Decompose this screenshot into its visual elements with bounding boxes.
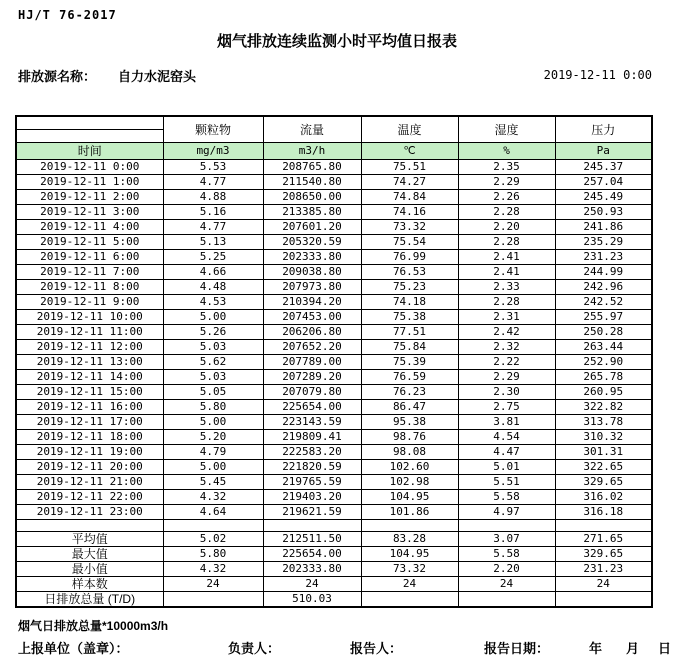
value-cell: 329.65 (555, 475, 652, 490)
time-cell: 2019-12-11 11:00 (16, 325, 163, 340)
value-cell: 2.28 (458, 205, 555, 220)
value-cell: 2.41 (458, 250, 555, 265)
value-cell: 223143.59 (263, 415, 361, 430)
header-empty-cell-top (16, 116, 163, 130)
table-row (16, 160, 652, 175)
value-cell: 2.28 (458, 235, 555, 250)
value-cell: 74.16 (361, 205, 458, 220)
value-cell: 316.02 (555, 490, 652, 505)
table-row (16, 430, 652, 445)
value-cell: 4.97 (458, 505, 555, 520)
value-cell: 4.79 (163, 445, 263, 460)
time-cell: 2019-12-11 8:00 (16, 280, 163, 295)
table-row (16, 280, 652, 295)
value-cell: 76.99 (361, 250, 458, 265)
table-row (16, 265, 652, 280)
spacer-cell (16, 520, 163, 532)
value-cell: 5.01 (458, 460, 555, 475)
value-cell: 207601.20 (263, 220, 361, 235)
summary-value-cell: 5.58 (458, 547, 555, 562)
value-cell: 2.31 (458, 310, 555, 325)
summary-value-cell (458, 592, 555, 608)
time-cell: 2019-12-11 3:00 (16, 205, 163, 220)
summary-value-cell (555, 592, 652, 608)
spacer-cell (163, 520, 263, 532)
value-cell: 95.38 (361, 415, 458, 430)
unit-flow: m3/h (263, 143, 361, 160)
value-cell: 242.96 (555, 280, 652, 295)
summary-value-cell: 5.02 (163, 532, 263, 547)
value-cell: 101.86 (361, 505, 458, 520)
summary-value-cell: 24 (555, 577, 652, 592)
table-row (16, 340, 652, 355)
time-cell: 2019-12-11 9:00 (16, 295, 163, 310)
time-cell: 2019-12-11 12:00 (16, 340, 163, 355)
value-cell: 4.54 (458, 430, 555, 445)
value-cell: 322.65 (555, 460, 652, 475)
table-row (16, 505, 652, 520)
value-cell: 207652.20 (263, 340, 361, 355)
value-cell: 2.29 (458, 175, 555, 190)
value-cell: 250.28 (555, 325, 652, 340)
value-cell: 225654.00 (263, 400, 361, 415)
summary-row (16, 532, 652, 547)
summary-value-cell: 271.65 (555, 532, 652, 547)
month-label: 月 (626, 641, 640, 656)
table-row (16, 175, 652, 190)
time-cell: 2019-12-11 0:00 (16, 160, 163, 175)
value-cell: 245.37 (555, 160, 652, 175)
summary-value-cell: 73.32 (361, 562, 458, 577)
value-cell: 5.05 (163, 385, 263, 400)
value-cell: 98.08 (361, 445, 458, 460)
time-cell: 2019-12-11 14:00 (16, 370, 163, 385)
value-cell: 5.16 (163, 205, 263, 220)
time-cell: 2019-12-11 10:00 (16, 310, 163, 325)
table-row (16, 400, 652, 415)
summary-value-cell: 202333.80 (263, 562, 361, 577)
summary-value-cell: 225654.00 (263, 547, 361, 562)
value-cell: 221820.59 (263, 460, 361, 475)
summary-row (16, 592, 652, 608)
value-cell: 2.75 (458, 400, 555, 415)
spacer-cell (555, 520, 652, 532)
value-cell: 75.38 (361, 310, 458, 325)
value-cell: 5.00 (163, 460, 263, 475)
summary-value-cell (163, 592, 263, 608)
value-cell: 75.54 (361, 235, 458, 250)
day-label: 日 (658, 641, 672, 656)
summary-label: 最小值 (16, 562, 163, 577)
value-cell: 75.84 (361, 340, 458, 355)
value-cell: 86.47 (361, 400, 458, 415)
value-cell: 219809.41 (263, 430, 361, 445)
monitoring-table (15, 115, 653, 608)
summary-label: 平均值 (16, 532, 163, 547)
year-label: 年 (589, 641, 603, 656)
value-cell: 76.53 (361, 265, 458, 280)
summary-value-cell: 24 (361, 577, 458, 592)
table-row (16, 385, 652, 400)
table-row (16, 310, 652, 325)
reporter-label: 报告人： (350, 641, 403, 656)
value-cell: 2.33 (458, 280, 555, 295)
value-cell: 210394.20 (263, 295, 361, 310)
summary-value-cell (361, 592, 458, 608)
value-cell: 202333.80 (263, 250, 361, 265)
value-cell: 2.29 (458, 370, 555, 385)
data-rows (16, 160, 652, 520)
value-cell: 74.84 (361, 190, 458, 205)
table-row (16, 460, 652, 475)
value-cell: 5.13 (163, 235, 263, 250)
summary-row (16, 562, 652, 577)
value-cell: 5.03 (163, 370, 263, 385)
value-cell: 5.62 (163, 355, 263, 370)
table-row (16, 370, 652, 385)
summary-label: 样本数 (16, 577, 163, 592)
value-cell: 4.32 (163, 490, 263, 505)
time-column-header: 时间 (16, 143, 163, 160)
table-row (16, 250, 652, 265)
value-cell: 2.26 (458, 190, 555, 205)
value-cell: 4.88 (163, 190, 263, 205)
summary-label: 最大值 (16, 547, 163, 562)
column-header-pressure: 压力 (555, 116, 652, 143)
summary-value-cell: 3.07 (458, 532, 555, 547)
value-cell: 207289.20 (263, 370, 361, 385)
value-cell: 245.49 (555, 190, 652, 205)
value-cell: 102.98 (361, 475, 458, 490)
value-cell: 250.93 (555, 205, 652, 220)
summary-rows (16, 532, 652, 608)
value-cell: 310.32 (555, 430, 652, 445)
summary-label: 日排放总量 (T/D) (16, 592, 163, 608)
value-cell: 5.00 (163, 415, 263, 430)
value-cell: 2.20 (458, 220, 555, 235)
summary-value-cell: 24 (458, 577, 555, 592)
unit-row (16, 143, 652, 160)
value-cell: 208765.80 (263, 160, 361, 175)
time-cell: 2019-12-11 20:00 (16, 460, 163, 475)
time-cell: 2019-12-11 7:00 (16, 265, 163, 280)
table-row (16, 475, 652, 490)
unit-humidity: % (458, 143, 555, 160)
table-row (16, 190, 652, 205)
value-cell: 73.32 (361, 220, 458, 235)
standard-number: HJ/T 76-2017 (18, 8, 117, 22)
value-cell: 241.86 (555, 220, 652, 235)
spacer-cell (263, 520, 361, 532)
table-row (16, 205, 652, 220)
summary-value-cell: 24 (263, 577, 361, 592)
table-row (16, 490, 652, 505)
value-cell: 231.23 (555, 250, 652, 265)
value-cell: 5.20 (163, 430, 263, 445)
value-cell: 76.23 (361, 385, 458, 400)
value-cell: 219621.59 (263, 505, 361, 520)
summary-value-cell: 231.23 (555, 562, 652, 577)
summary-value-cell: 5.80 (163, 547, 263, 562)
value-cell: 4.77 (163, 175, 263, 190)
value-cell: 208650.00 (263, 190, 361, 205)
time-cell: 2019-12-11 17:00 (16, 415, 163, 430)
responsible-person-label: 负责人： (228, 641, 281, 656)
value-cell: 75.51 (361, 160, 458, 175)
value-cell: 207789.00 (263, 355, 361, 370)
value-cell: 219765.59 (263, 475, 361, 490)
value-cell: 213385.80 (263, 205, 361, 220)
value-cell: 2.28 (458, 295, 555, 310)
value-cell: 207973.80 (263, 280, 361, 295)
value-cell: 4.47 (458, 445, 555, 460)
value-cell: 207079.80 (263, 385, 361, 400)
summary-value-cell: 4.32 (163, 562, 263, 577)
time-cell: 2019-12-11 13:00 (16, 355, 163, 370)
value-cell: 4.77 (163, 220, 263, 235)
summary-value-cell: 329.65 (555, 547, 652, 562)
header-empty-cell-bottom (16, 130, 163, 143)
time-cell: 2019-12-11 22:00 (16, 490, 163, 505)
column-header-humidity: 湿度 (458, 116, 555, 143)
value-cell: 211540.80 (263, 175, 361, 190)
value-cell: 77.51 (361, 325, 458, 340)
time-cell: 2019-12-11 15:00 (16, 385, 163, 400)
value-cell: 222583.20 (263, 445, 361, 460)
time-cell: 2019-12-11 16:00 (16, 400, 163, 415)
value-cell: 5.25 (163, 250, 263, 265)
spacer-cell (458, 520, 555, 532)
value-cell: 219403.20 (263, 490, 361, 505)
spacer-row (16, 520, 652, 532)
value-cell: 2.22 (458, 355, 555, 370)
footer-note: 烟气日排放总量*10000m3/h (18, 619, 169, 633)
unit-particulate: mg/m3 (163, 143, 263, 160)
value-cell: 322.82 (555, 400, 652, 415)
value-cell: 265.78 (555, 370, 652, 385)
value-cell: 260.95 (555, 385, 652, 400)
time-cell: 2019-12-11 19:00 (16, 445, 163, 460)
value-cell: 2.42 (458, 325, 555, 340)
report-date-label: 报告日期： (484, 641, 550, 656)
value-cell: 206206.80 (263, 325, 361, 340)
value-cell: 263.44 (555, 340, 652, 355)
value-cell: 75.39 (361, 355, 458, 370)
unit-temperature: ℃ (361, 143, 458, 160)
time-cell: 2019-12-11 6:00 (16, 250, 163, 265)
value-cell: 98.76 (361, 430, 458, 445)
summary-value-cell: 83.28 (361, 532, 458, 547)
summary-row (16, 577, 652, 592)
value-cell: 5.03 (163, 340, 263, 355)
table-row (16, 235, 652, 250)
time-cell: 2019-12-11 4:00 (16, 220, 163, 235)
summary-value-cell: 510.03 (263, 592, 361, 608)
table-row (16, 445, 652, 460)
value-cell: 104.95 (361, 490, 458, 505)
value-cell: 4.64 (163, 505, 263, 520)
table-row (16, 325, 652, 340)
value-cell: 74.27 (361, 175, 458, 190)
table-row (16, 220, 652, 235)
value-cell: 205320.59 (263, 235, 361, 250)
value-cell: 5.00 (163, 310, 263, 325)
summary-value-cell: 212511.50 (263, 532, 361, 547)
emission-source-name: 自力水泥窑头 (118, 69, 197, 84)
time-cell: 2019-12-11 23:00 (16, 505, 163, 520)
unit-pressure: Pa (555, 143, 652, 160)
value-cell: 5.58 (458, 490, 555, 505)
header-row-pollutants (16, 116, 652, 130)
value-cell: 5.26 (163, 325, 263, 340)
table-row (16, 415, 652, 430)
time-cell: 2019-12-11 2:00 (16, 190, 163, 205)
value-cell: 2.30 (458, 385, 555, 400)
summary-value-cell: 24 (163, 577, 263, 592)
report-unit-label: 上报单位（盖章）： (18, 641, 129, 656)
value-cell: 74.18 (361, 295, 458, 310)
value-cell: 4.53 (163, 295, 263, 310)
column-header-flow: 流量 (263, 116, 361, 143)
summary-row (16, 547, 652, 562)
value-cell: 242.52 (555, 295, 652, 310)
value-cell: 102.60 (361, 460, 458, 475)
value-cell: 4.48 (163, 280, 263, 295)
value-cell: 75.23 (361, 280, 458, 295)
value-cell: 5.45 (163, 475, 263, 490)
page-title: 烟气排放连续监测小时平均值日报表 (216, 33, 457, 50)
value-cell: 257.04 (555, 175, 652, 190)
time-cell: 2019-12-11 18:00 (16, 430, 163, 445)
value-cell: 235.29 (555, 235, 652, 250)
value-cell: 4.66 (163, 265, 263, 280)
value-cell: 316.18 (555, 505, 652, 520)
report-datetime: 2019-12-11 0:00 (543, 68, 652, 82)
value-cell: 5.51 (458, 475, 555, 490)
column-header-temperature: 温度 (361, 116, 458, 143)
value-cell: 2.41 (458, 265, 555, 280)
summary-value-cell: 2.20 (458, 562, 555, 577)
value-cell: 252.90 (555, 355, 652, 370)
emission-source-line (18, 66, 196, 85)
value-cell: 2.32 (458, 340, 555, 355)
footer-signature-line (0, 638, 674, 654)
summary-value-cell: 104.95 (361, 547, 458, 562)
value-cell: 244.99 (555, 265, 652, 280)
value-cell: 255.97 (555, 310, 652, 325)
value-cell: 3.81 (458, 415, 555, 430)
value-cell: 207453.00 (263, 310, 361, 325)
value-cell: 5.53 (163, 160, 263, 175)
time-cell: 2019-12-11 5:00 (16, 235, 163, 250)
table-row (16, 355, 652, 370)
value-cell: 76.59 (361, 370, 458, 385)
value-cell: 313.78 (555, 415, 652, 430)
spacer-cell (361, 520, 458, 532)
value-cell: 301.31 (555, 445, 652, 460)
time-cell: 2019-12-11 21:00 (16, 475, 163, 490)
value-cell: 5.80 (163, 400, 263, 415)
column-header-particulate: 颗粒物 (163, 116, 263, 143)
value-cell: 2.35 (458, 160, 555, 175)
emission-source-label: 排放源名称： (18, 69, 97, 84)
table-row (16, 295, 652, 310)
time-cell: 2019-12-11 1:00 (16, 175, 163, 190)
value-cell: 209038.80 (263, 265, 361, 280)
